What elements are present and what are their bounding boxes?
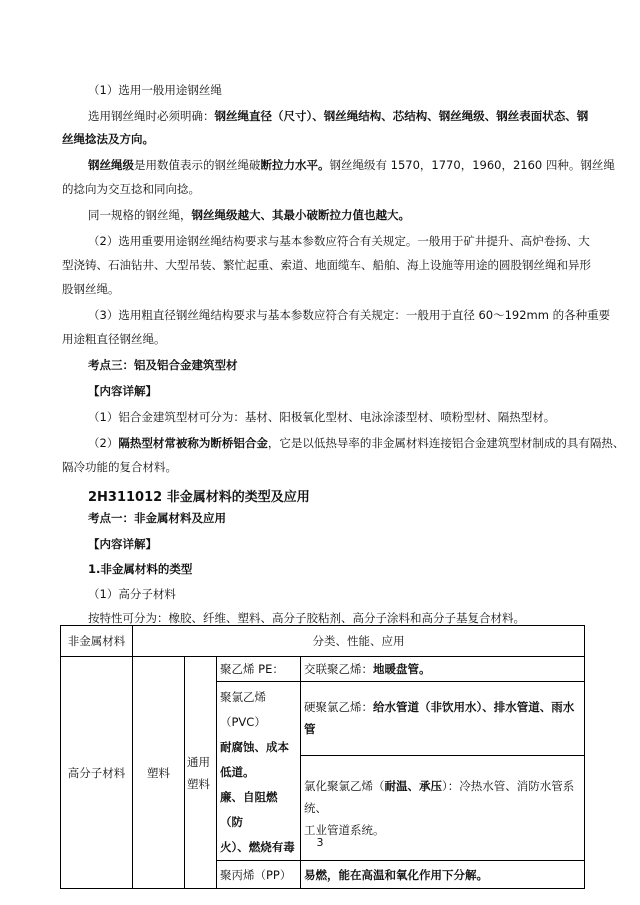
text-plain: ，它是以低热导率的非金属材料连接铝合金建筑型材制成的具有隔热、 [267,436,625,450]
paragraph-select-general-rope: （1）选用一般用途钢丝绳 [88,83,222,97]
text-plain: 氯化聚氯乙烯（ [304,778,385,793]
header-classification: 分类、性能、应用 [133,626,585,657]
paragraph-select-requirements-cont: 丝绳捻法及方向。 [62,132,154,146]
text-bold: 地暖盘管。 [373,662,431,676]
paragraph-important-rope-3: 股钢丝绳。 [62,282,120,296]
text-bold: 钢丝绳级 [88,158,134,172]
cell-plastic: 塑料 [133,657,185,889]
paragraph-aluminum-2-cont: 隔冷功能的复合材料。 [62,460,177,474]
section-title: 2H311012 非金属材料的类型及应用 [88,490,310,505]
pvc-name: 聚氯乙烯（PVC） [220,690,266,729]
text-bold: 耐温、承压 [384,778,442,793]
paragraph-aluminum-1: （1）铝合金建筑型材可分为：基材、阳极氧化型材、电泳涂漆型材、喷粉型材、隔热型材。 [88,410,556,424]
subheading-polymer: （1）高分子材料 [88,587,176,601]
text-plain: 选用钢丝绳时必须明确： [88,109,215,123]
cell-general-plastic [185,657,217,889]
cpvc-line-1 [304,775,581,819]
cell-pp-name: 聚丙烯（PP） [217,861,301,889]
text-plain: 钢丝绳级有 1570，1770，1960，2160 四种。钢丝绳 [329,158,615,172]
text-plain: ）：冷热水管、消防水管系统、 [304,778,575,815]
text-plain: 交联聚乙烯： [304,662,373,676]
cell-general-plastic-l1: 通用 [187,754,210,769]
paragraph-rope-grade [88,158,615,172]
cell-pvc-desc [301,682,585,756]
paragraph-important-rope-2: 型浇铸、石油钻井、大型吊装、繁忙起重、索道、地面缆车、船舶、海上设施等用途的圆股钢丝绳和异形 [62,258,591,272]
pvc-trait-1: 耐腐蚀、成本低道。 [220,740,289,779]
header-nonmetal: 非金属材料 [61,626,133,657]
text-bold: 钢丝绳直径（尺寸）、钢丝绳结构、芯结构、钢丝绳级、钢丝表面状态、钢 [214,109,589,123]
paragraph-aluminum-2 [88,436,624,450]
paragraph-thick-rope-1: （3）选用粗直径钢丝绳结构要求与基本参数应符合有关规定：一般用于直径 60～192mm 的各种重要 [88,308,611,322]
paragraph-rope-grade-cont: 的捻向为交互捻和同向捻。 [62,182,200,196]
heading-kaodian-1: 考点一：非金属材料及应用 [88,511,226,525]
text-bold: 给水管道（非饮用水）、排水管道、雨水管 [304,700,575,737]
paragraph-classification: 按特性可分为：橡胶、纤维、塑料、高分子胶粘剂、高分子涂料和高分子基复合材料。 [88,611,525,625]
paragraph-important-rope-1: （2）选用重要用途钢丝绳结构要求与基本参数应符合有关规定。一般用于矿井提升、高炉卷扬、大 [88,234,590,248]
text-bold: 隔热型材常被称为断桥铝合金 [118,436,268,450]
cell-pe-name: 聚乙烯 PE： [217,657,301,682]
cell-polymer-material: 高分子材料 [61,657,133,889]
material-table [60,625,585,889]
pvc-trait-2: 廉、自阻燃（防 [220,790,278,829]
paragraph-select-requirements [88,109,588,123]
cell-pvc-name [217,682,301,861]
page-number: 3 [316,836,324,849]
paragraph-same-spec [88,208,410,222]
text-bold: 钢丝绳级越大、其最小破断拉力值也越大。 [191,208,410,222]
text-plain: 硬聚氯乙烯： [304,700,373,715]
pvc-trait-3: 火）、燃烧有毒 [220,840,295,854]
text-bold: 断拉力水平。 [260,158,330,172]
subheading-nonmetal-types: 1.非金属材料的类型 [88,562,193,576]
cell-pe-desc [301,657,585,682]
text-plain: （2） [88,436,119,450]
cell-general-plastic-l2: 塑料 [187,776,210,791]
text-plain: 同一规格的钢丝绳， [88,208,192,222]
table-header-row [61,626,585,657]
table-row-pe [61,657,585,682]
cpvc-line-2: 工业管道系统。 [304,822,385,837]
cell-pp-desc: 易燃，能在高温和氧化作用下分解。 [301,861,585,889]
heading-content-detail-2: 【内容详解】 [88,537,157,551]
paragraph-thick-rope-2: 用途粗直径钢丝绳。 [62,332,166,346]
text-plain: 是用数值表示的钢丝绳破 [134,158,261,172]
heading-kaodian-3: 考点三：铝及铝合金建筑型材 [88,358,238,372]
heading-content-detail-1: 【内容详解】 [88,384,157,398]
